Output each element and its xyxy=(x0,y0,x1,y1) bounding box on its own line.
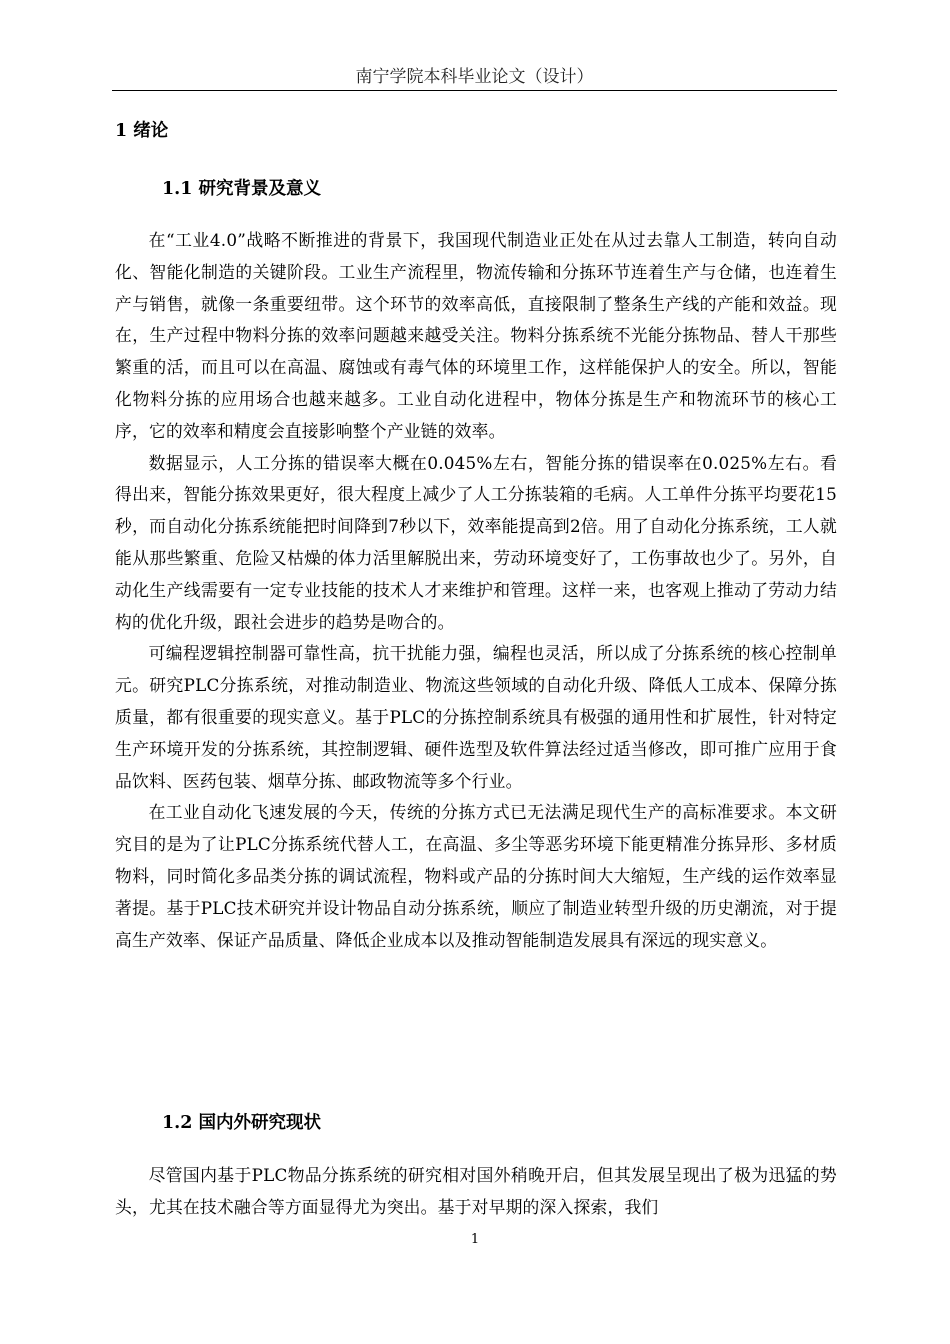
paragraph: 尽管国内基于PLC物品分拣系统的研究相对国外稍晚开启，但其发展呈现出了极为迅猛的势头，尤其在技术融合等方面显得尤为突出。基于对早期的深入探索，我们 xyxy=(115,1165,837,1217)
paragraph: 数据显示，人工分拣的错误率大概在0.045%左右，智能分拣的错误率在0.025%左右。看得出来，智能分拣效果更好，很大程度上减少了人工分拣装箱的毛病。人工单件分拣平均要花15秒，而自动化分拣系统能把时间降到7秒以下，效率能提高到2倍。用了自动化分拣系统，工人就能从那些繁重、危险又枯燥的体力活里解脱出来，劳动环境变好了，工伤事故也少了。另外，自动化生产线需要有一定专业技能的技术人才来维护和管理。这样一来，也客观上推动了劳动力结构的优化升级，跟社会进步的趋势是吻合的。 xyxy=(115,452,837,632)
section-title-1-2: 1.2 国内外研究现状 xyxy=(162,1113,322,1133)
paragraph: 可编程逻辑控制器可靠性高，抗干扰能力强，编程也灵活，所以成了分拣系统的核心控制单元。研究PLC分拣系统，对推动制造业、物流这些领域的自动化升级、降低人工成本、保障分拣质量，都有很重要的现实意义。基于PLC的分拣控制系统具有极强的通用性和扩展性，针对特定生产环境开发的分拣系统，其控制逻辑、硬件选型及软件算法经过适当修改，即可推广应用于食品饮料、医药包装、烟草分拣、邮政物流等多个行业。 xyxy=(115,643,837,791)
section-body-1-1 xyxy=(115,225,837,956)
header-title: 南宁学院本科毕业论文（设计） xyxy=(355,67,594,87)
paragraph: 在“工业4.0”战略不断推进的背景下，我国现代制造业正处在从过去靠人工制造，转向自动化、智能化制造的关键阶段。工业生产流程里，物流传输和分拣环节连着生产与仓储，也连着生产与销售，就像一条重要纽带。这个环节的效率高低，直接限制了整条生产线的产能和效益。现在，生产过程中物料分拣的效率问题越来越受关注。物料分拣系统不光能分拣物品、替人干那些繁重的活，而且可以在高温、腐蚀或有毒气体的环境里工作，这样能保护人的安全。所以，智能化物料分拣的应用场合也越来越多。工业自动化进程中，物体分拣是生产和物流环节的核心工序，它的效率和精度会直接影响整个产业链的效率。 xyxy=(115,230,837,441)
section-title-1-1: 1.1 研究背景及意义 xyxy=(162,179,322,199)
page-number: 1 xyxy=(470,1232,480,1247)
page-header xyxy=(112,66,837,91)
paragraph: 在工业自动化飞速发展的今天，传统的分拣方式已无法满足现代生产的高标准要求。本文研究目的是为了让PLC分拣系统代替人工，在高温、多尘等恶劣环境下能更精准分拣异形、多材质物料，同时简化多品类分拣的调试流程，物料或产品的分拣时间大大缩短，生产线的运作效率显著提。基于PLC技术研究并设计物品自动分拣系统，顺应了制造业转型升级的历史潮流，对于提高生产效率、保证产品质量、降低企业成本以及推动智能制造发展具有深远的现实意义。 xyxy=(115,802,837,950)
chapter-title: 1 绪论 xyxy=(115,121,169,141)
section-body-1-2 xyxy=(115,1160,837,1224)
